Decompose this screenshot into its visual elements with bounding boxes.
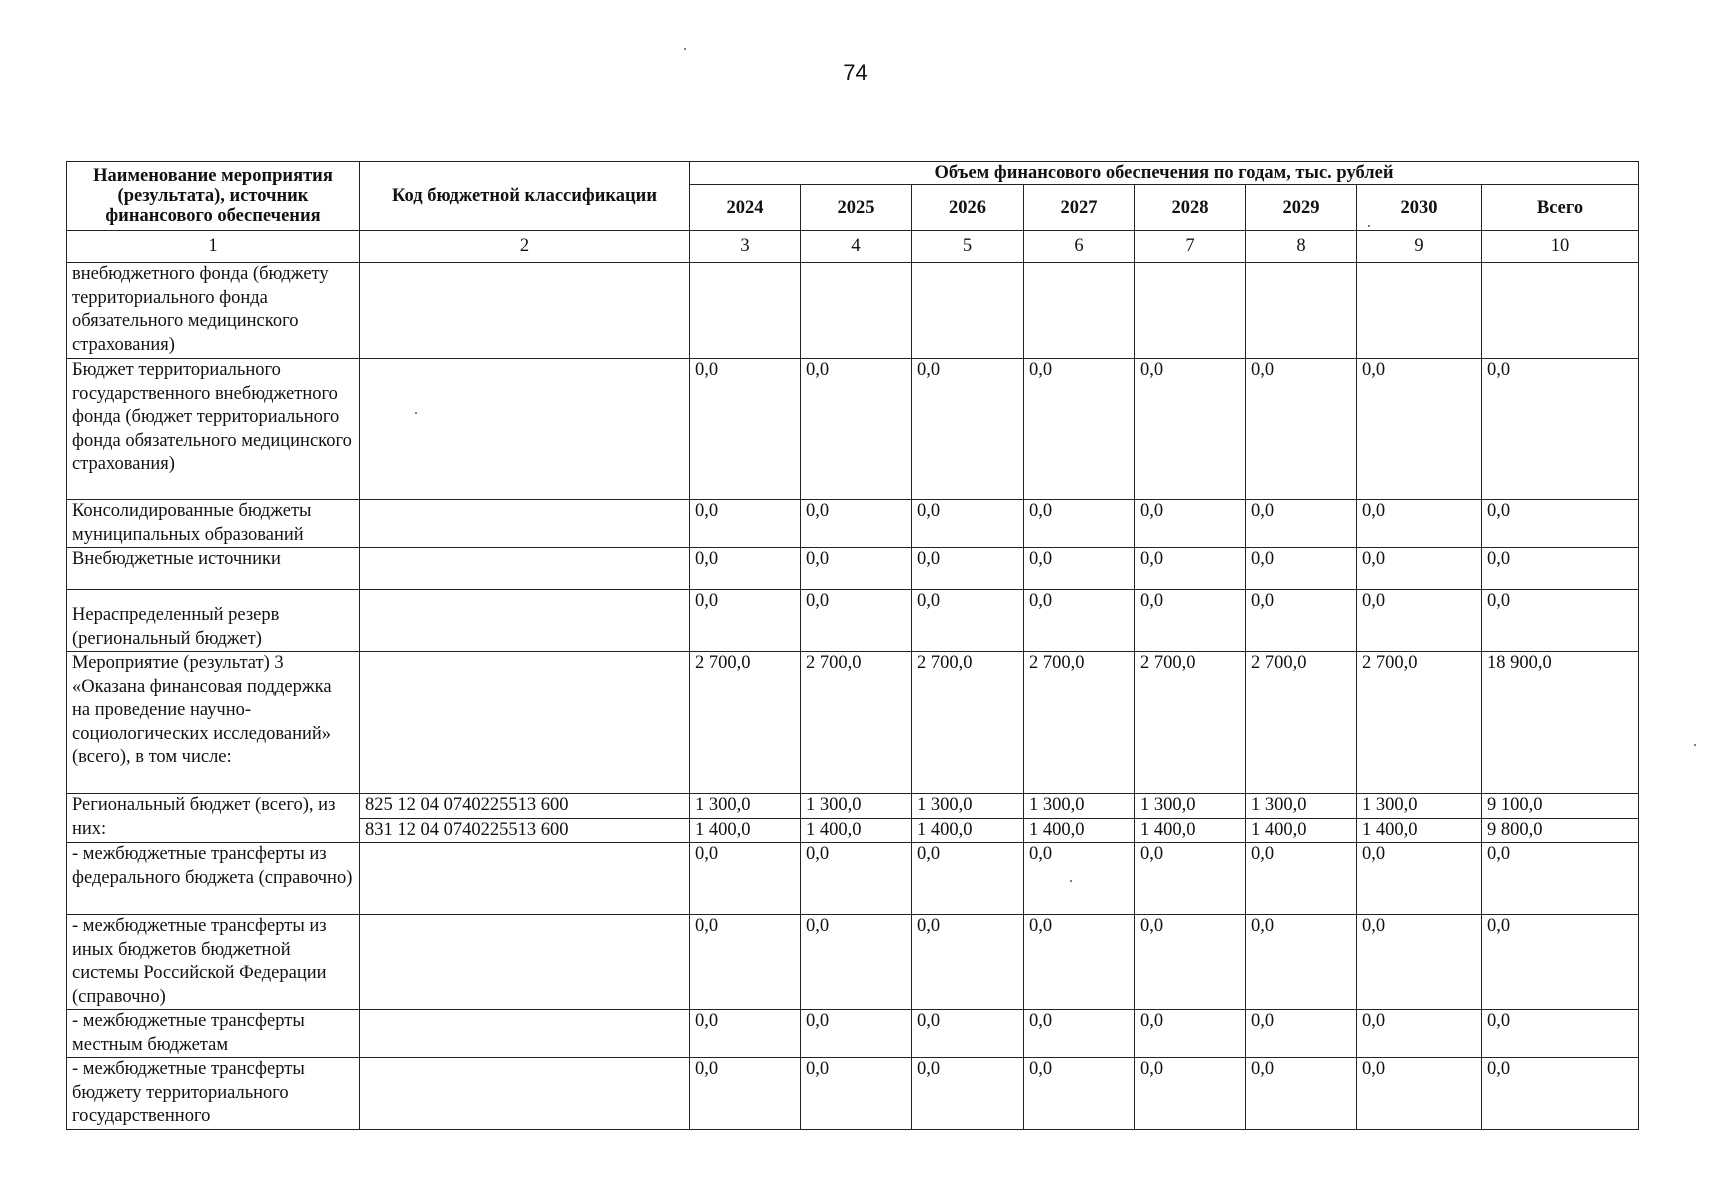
row-value: 9 800,0 <box>1482 818 1639 843</box>
row-value: 0,0 <box>1024 1058 1135 1130</box>
row-value: 0,0 <box>1135 548 1246 590</box>
header-total: Всего <box>1482 185 1639 231</box>
header-year: 2028 <box>1135 185 1246 231</box>
row-value: 0,0 <box>1246 359 1357 500</box>
row-code <box>360 1058 690 1130</box>
row-value: 0,0 <box>1482 590 1639 652</box>
column-number: 6 <box>1024 231 1135 263</box>
scan-speck <box>1694 744 1696 746</box>
row-value: 2 700,0 <box>690 652 801 794</box>
row-value: 0,0 <box>1482 548 1639 590</box>
row-value: 0,0 <box>1246 1058 1357 1130</box>
row-value: 0,0 <box>912 915 1024 1010</box>
row-value: 0,0 <box>1246 500 1357 548</box>
row-name: Мероприятие (результат) 3 «Оказана финансовая поддержка на проведение научно-социологических исследований» (всего), в том числе: <box>67 652 360 794</box>
header-year: 2024 <box>690 185 801 231</box>
table-body <box>67 231 1639 1130</box>
row-value: 0,0 <box>1024 590 1135 652</box>
table-row <box>67 652 1639 794</box>
row-value: 0,0 <box>1024 843 1135 915</box>
row-value: 0,0 <box>801 915 912 1010</box>
row-name: Внебюджетные источники <box>67 548 360 590</box>
row-value: 0,0 <box>912 548 1024 590</box>
row-value: 1 400,0 <box>1246 818 1357 843</box>
row-value: 2 700,0 <box>1024 652 1135 794</box>
row-value: 0,0 <box>801 548 912 590</box>
table-row <box>67 1058 1639 1130</box>
row-code <box>360 652 690 794</box>
row-value: 0,0 <box>1135 843 1246 915</box>
row-code: 831 12 04 0740225513 600 <box>360 818 690 843</box>
row-name: Региональный бюджет (всего), из них: <box>67 794 360 843</box>
table-row <box>67 500 1639 548</box>
row-value <box>1357 263 1482 359</box>
row-value: 0,0 <box>1482 1058 1639 1130</box>
column-number: 4 <box>801 231 912 263</box>
row-value: 2 700,0 <box>912 652 1024 794</box>
row-value: 0,0 <box>1482 1010 1639 1058</box>
row-value: 1 300,0 <box>1246 794 1357 819</box>
column-number: 1 <box>67 231 360 263</box>
row-value: 0,0 <box>801 590 912 652</box>
header-year: 2030 <box>1357 185 1482 231</box>
table-row <box>67 843 1639 915</box>
row-value <box>912 263 1024 359</box>
row-value: 0,0 <box>690 500 801 548</box>
row-value: 1 300,0 <box>690 794 801 819</box>
row-value: 0,0 <box>912 500 1024 548</box>
row-value <box>690 263 801 359</box>
row-value: 1 400,0 <box>801 818 912 843</box>
row-value: 0,0 <box>1246 590 1357 652</box>
row-value: 0,0 <box>1357 1010 1482 1058</box>
row-value: 1 400,0 <box>912 818 1024 843</box>
row-value <box>1482 263 1639 359</box>
header-year: 2029 <box>1246 185 1357 231</box>
table-row <box>67 590 1639 652</box>
financing-table <box>66 161 1639 1130</box>
row-value: 1 400,0 <box>1135 818 1246 843</box>
row-value: 0,0 <box>690 1058 801 1130</box>
table-row <box>67 263 1639 359</box>
row-name: Бюджет территориального государственного внебюджетного фонда (бюджет территориального фонда обязательного медицинского страхования) <box>67 359 360 500</box>
row-value: 0,0 <box>801 500 912 548</box>
row-value: 0,0 <box>1246 915 1357 1010</box>
header-year: 2026 <box>912 185 1024 231</box>
row-value: 0,0 <box>1135 500 1246 548</box>
row-name: Консолидированные бюджеты муниципальных образований <box>67 500 360 548</box>
row-value: 1 400,0 <box>1024 818 1135 843</box>
row-code <box>360 500 690 548</box>
row-code <box>360 1010 690 1058</box>
row-value: 0,0 <box>1482 500 1639 548</box>
row-value: 0,0 <box>690 1010 801 1058</box>
row-value: 1 300,0 <box>912 794 1024 819</box>
column-number: 5 <box>912 231 1024 263</box>
column-number: 2 <box>360 231 690 263</box>
row-value <box>1135 263 1246 359</box>
row-value: 0,0 <box>1135 590 1246 652</box>
row-value: 0,0 <box>1024 359 1135 500</box>
row-value <box>801 263 912 359</box>
row-value: 0,0 <box>801 1010 912 1058</box>
row-value: 1 300,0 <box>1135 794 1246 819</box>
row-code <box>360 548 690 590</box>
row-value: 0,0 <box>912 359 1024 500</box>
row-value: 0,0 <box>690 359 801 500</box>
row-name: - межбюджетные трансферты местным бюджетам <box>67 1010 360 1058</box>
row-value: 0,0 <box>1482 915 1639 1010</box>
row-value: 0,0 <box>912 1058 1024 1130</box>
row-name: внебюджетного фонда (бюджету территориального фонда обязательного медицинского страхования) <box>67 263 360 359</box>
row-value: 0,0 <box>1357 590 1482 652</box>
row-value: 2 700,0 <box>801 652 912 794</box>
table-row <box>67 915 1639 1010</box>
row-name: - межбюджетные трансферты бюджету территориального государственного <box>67 1058 360 1130</box>
row-code <box>360 590 690 652</box>
row-value: 0,0 <box>1135 915 1246 1010</box>
header-name-column: Наименование мероприятия (результата), источник финансового обеспечения <box>67 162 360 231</box>
row-value: 1 300,0 <box>1357 794 1482 819</box>
column-number: 8 <box>1246 231 1357 263</box>
row-value <box>1246 263 1357 359</box>
row-value: 0,0 <box>1482 843 1639 915</box>
column-numbers-row <box>67 231 1639 263</box>
row-value: 0,0 <box>1357 915 1482 1010</box>
scan-speck <box>415 412 417 414</box>
row-value: 2 700,0 <box>1135 652 1246 794</box>
row-value: 0,0 <box>801 359 912 500</box>
row-value: 0,0 <box>1246 1010 1357 1058</box>
row-value: 0,0 <box>1135 1010 1246 1058</box>
row-name: - межбюджетные трансферты из иных бюджетов бюджетной системы Российской Федерации (справочно) <box>67 915 360 1010</box>
row-value: 0,0 <box>690 843 801 915</box>
row-value: 0,0 <box>912 843 1024 915</box>
row-value: 9 100,0 <box>1482 794 1639 819</box>
row-value: 0,0 <box>1135 1058 1246 1130</box>
column-number: 10 <box>1482 231 1639 263</box>
row-value: 0,0 <box>690 590 801 652</box>
row-value: 1 400,0 <box>1357 818 1482 843</box>
header-code-column: Код бюджетной классификации <box>360 162 690 231</box>
row-value: 0,0 <box>801 843 912 915</box>
row-code: 825 12 04 0740225513 600 <box>360 794 690 819</box>
row-value: 0,0 <box>1135 359 1246 500</box>
row-value: 0,0 <box>1482 359 1639 500</box>
row-value: 1 300,0 <box>801 794 912 819</box>
row-name: - межбюджетные трансферты из федерального бюджета (справочно) <box>67 843 360 915</box>
row-value: 0,0 <box>1357 359 1482 500</box>
row-value: 0,0 <box>1024 500 1135 548</box>
row-code <box>360 915 690 1010</box>
row-value: 2 700,0 <box>1357 652 1482 794</box>
table-row <box>67 359 1639 500</box>
scan-speck <box>684 48 686 50</box>
row-value: 0,0 <box>912 1010 1024 1058</box>
table-row <box>67 794 1639 819</box>
row-value: 1 400,0 <box>690 818 801 843</box>
row-value: 0,0 <box>1024 1010 1135 1058</box>
row-name: Нераспределенный резерв (региональный бюджет) <box>67 590 360 652</box>
row-value: 0,0 <box>1357 548 1482 590</box>
row-value: 1 300,0 <box>1024 794 1135 819</box>
header-year: 2025 <box>801 185 912 231</box>
row-code <box>360 843 690 915</box>
column-number: 9 <box>1357 231 1482 263</box>
scan-speck <box>1368 225 1370 227</box>
column-number: 3 <box>690 231 801 263</box>
row-value: 0,0 <box>1357 1058 1482 1130</box>
scan-speck <box>1070 880 1072 882</box>
header-year: 2027 <box>1024 185 1135 231</box>
table-row <box>67 1010 1639 1058</box>
table-row <box>67 548 1639 590</box>
row-value: 0,0 <box>1024 915 1135 1010</box>
row-value: 0,0 <box>1024 548 1135 590</box>
row-code <box>360 359 690 500</box>
row-value: 0,0 <box>912 590 1024 652</box>
row-value: 18 900,0 <box>1482 652 1639 794</box>
column-number: 7 <box>1135 231 1246 263</box>
row-value: 0,0 <box>690 548 801 590</box>
row-value: 0,0 <box>1246 843 1357 915</box>
header-volume-group: Объем финансового обеспечения по годам, тыс. рублей <box>690 162 1639 185</box>
page-number: 74 <box>843 60 868 85</box>
row-value <box>1024 263 1135 359</box>
row-value: 0,0 <box>1357 843 1482 915</box>
row-value: 0,0 <box>801 1058 912 1130</box>
row-value: 2 700,0 <box>1246 652 1357 794</box>
row-value: 0,0 <box>1246 548 1357 590</box>
row-value: 0,0 <box>1357 500 1482 548</box>
row-value: 0,0 <box>690 915 801 1010</box>
row-code <box>360 263 690 359</box>
table-header <box>67 162 1639 231</box>
